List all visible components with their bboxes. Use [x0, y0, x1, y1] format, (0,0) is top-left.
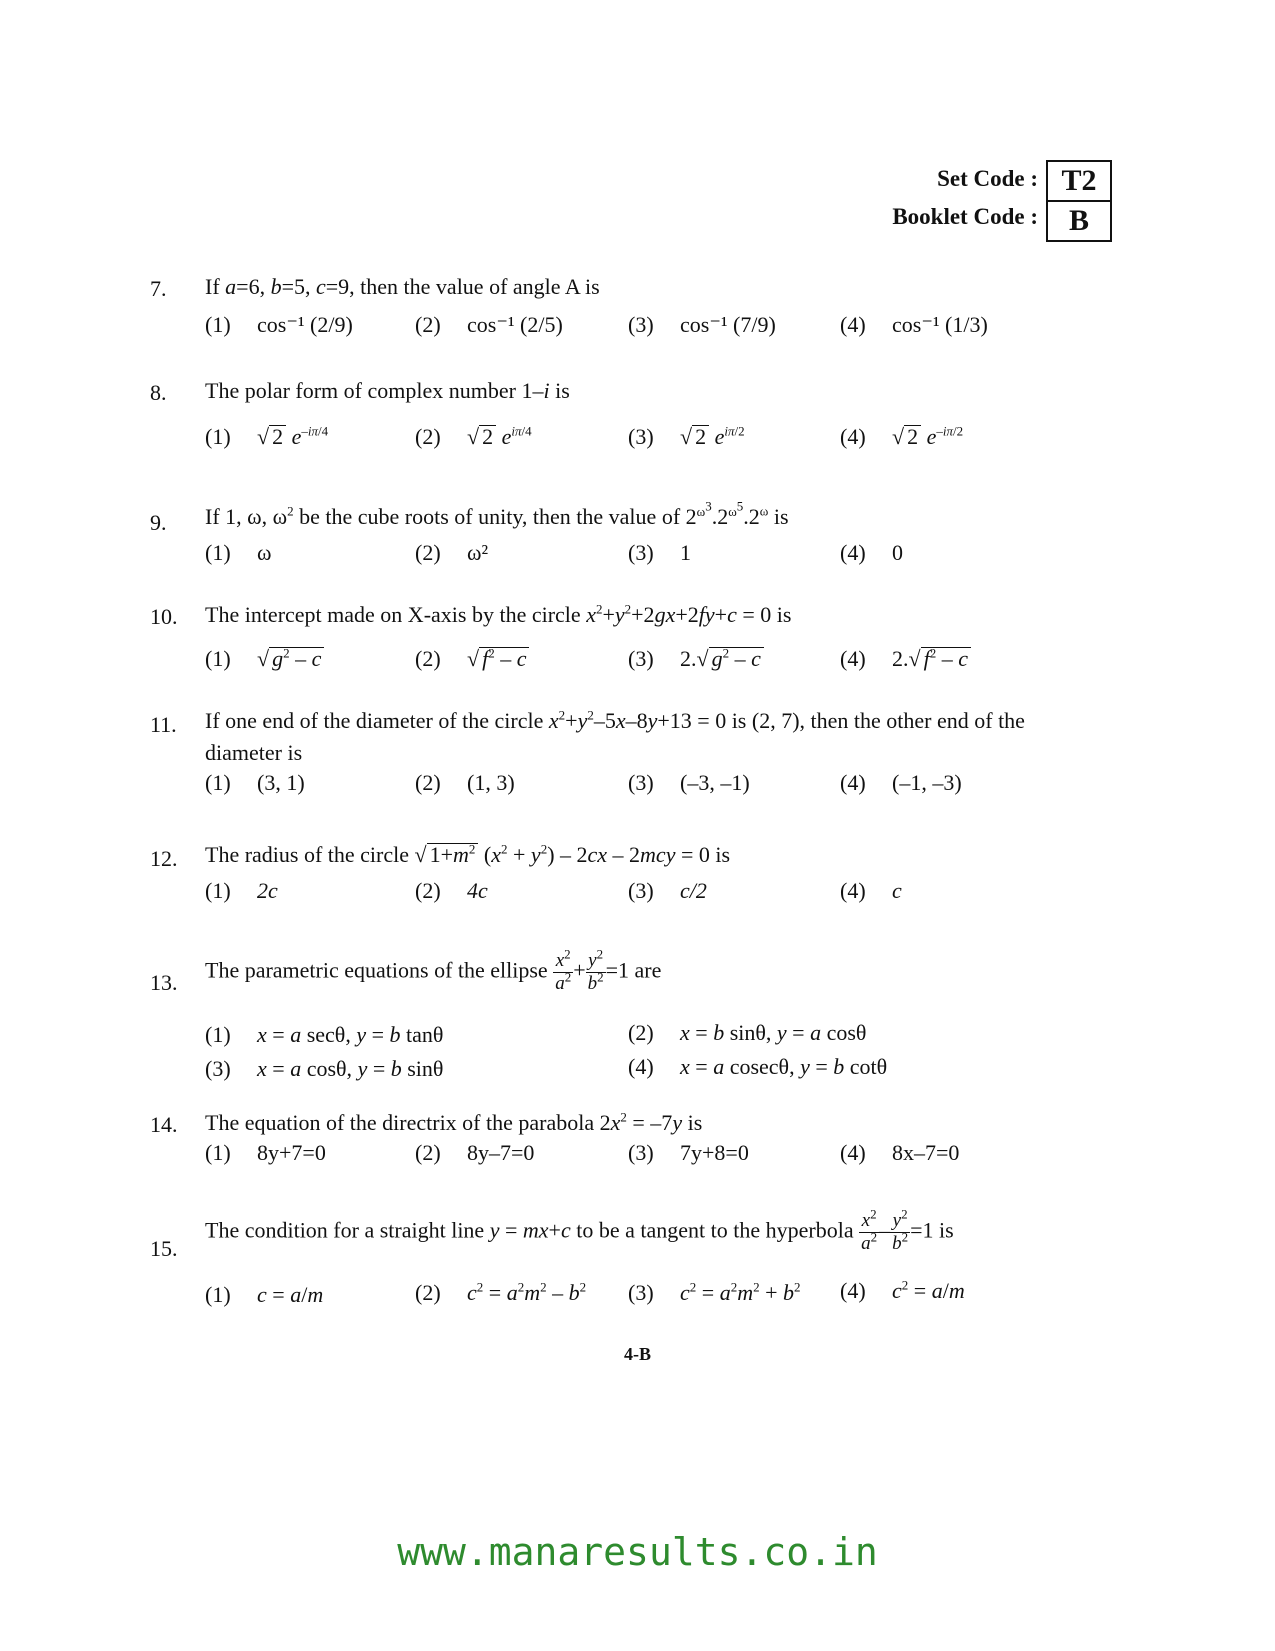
question-text: The condition for a straight line y = mx+c to be a tangent to the hyperbola $\frac{x^2}{a^2}$ – $\frac{y^2}{b^2}$ =1 is: [205, 1206, 954, 1254]
option-1[interactable]: (1) √ 2 $e^{-i\pi/4}$: [205, 423, 329, 449]
question-text: The equation of the directrix of the parabola $2x^2 = -7y$ is: [205, 1109, 703, 1135]
option-4[interactable]: (4) 8x–7=0: [840, 1140, 960, 1165]
question-number: 12.: [150, 846, 178, 871]
option-1[interactable]: (1) x = a secθ, y = b tanθ: [205, 1022, 444, 1047]
option-3[interactable]: (3) √ 2 $e^{i\pi/2}$: [628, 423, 745, 449]
question-text: The radius of the circle √ $1+m^2$ $(x^2 + y^2) - 2cx - 2mcy = 0$ is: [205, 841, 731, 867]
question-number: 10.: [150, 604, 178, 629]
question-text: If a=6, b=5, c=9, then the value of angle A is: [205, 274, 600, 299]
option-3[interactable]: (3) 2.√ $g^2$ – c: [628, 646, 764, 672]
option-4[interactable]: (4) $c^2 = a/m$: [840, 1277, 965, 1303]
option-3[interactable]: (3) $c^2 = a^2m^2 + b^2$: [628, 1279, 801, 1305]
option-1[interactable]: (1) 2c: [205, 878, 278, 903]
option-1[interactable]: (1) cos⁻¹ (2/9): [205, 312, 353, 337]
question-number: 7.: [150, 276, 167, 301]
question-text: If 1, ω, $\omega^2$ be the cube roots of unity, then the value of $2^{\omega^3}.2^{\omega^5}.2^\omega$ is: [205, 498, 789, 529]
question-text-continued: diameter is: [205, 740, 303, 765]
option-2[interactable]: (2) ω²: [415, 540, 489, 565]
page-number: 4-B: [624, 1344, 651, 1364]
option-1[interactable]: (1) ω: [205, 540, 272, 565]
option-2[interactable]: (2) cos⁻¹ (2/5): [415, 312, 563, 337]
option-4[interactable]: (4) c: [840, 878, 902, 903]
option-2[interactable]: (2) √ 2 $e^{i\pi/4}$: [415, 423, 532, 449]
option-2[interactable]: (2) 4c: [415, 878, 488, 903]
option-3[interactable]: (3) 1: [628, 540, 691, 565]
booklet-code-box: B: [1046, 200, 1112, 242]
option-3[interactable]: (3) (–3, –1): [628, 770, 750, 795]
option-3[interactable]: (3) cos⁻¹ (7/9): [628, 312, 776, 337]
booklet-code-label: Booklet Code :: [892, 204, 1038, 229]
option-3[interactable]: (3) 7y+8=0: [628, 1140, 749, 1165]
question-number: 8.: [150, 380, 167, 405]
question-number: 15.: [150, 1236, 178, 1261]
option-1[interactable]: (1) (3, 1): [205, 770, 305, 795]
option-1[interactable]: (1) 8y+7=0: [205, 1140, 326, 1165]
set-code-box: T2: [1046, 160, 1112, 202]
option-2[interactable]: (2) 8y–7=0: [415, 1140, 535, 1165]
question-number: 9.: [150, 510, 167, 535]
set-code-label: Set Code :: [937, 166, 1038, 191]
option-2[interactable]: (2) $c^2 = a^2m^2 - b^2$: [415, 1279, 587, 1305]
option-3[interactable]: (3) x = a cosθ, y = b sinθ: [205, 1056, 444, 1081]
option-2[interactable]: (2) (1, 3): [415, 770, 515, 795]
option-4[interactable]: (4) 0: [840, 540, 903, 565]
question-text: The polar form of complex number 1–i is: [205, 378, 570, 403]
question-text: If one end of the diameter of the circle $x^2+y^2-5x-8y+13 = 0$ is (2, 7), then the other end of the: [205, 707, 1025, 733]
option-1[interactable]: (1) √ $g^2$ – c: [205, 646, 324, 672]
option-4[interactable]: (4) x = a cosecθ, y = b cotθ: [628, 1054, 888, 1079]
option-3[interactable]: (3) c/2: [628, 878, 707, 903]
website-watermark[interactable]: www.manaresults.co.in: [397, 1530, 878, 1574]
option-4[interactable]: (4) 2.√ $f^2$ – c: [840, 646, 971, 672]
option-4[interactable]: (4) (–1, –3): [840, 770, 962, 795]
question-number: 11.: [150, 712, 177, 737]
question-text: The parametric equations of the ellipse $\frac{x^2}{a^2}$ + $\frac{y^2}{b^2}$ =1 are: [205, 946, 662, 994]
option-4[interactable]: (4) √ 2 $e^{-i\pi/2}$: [840, 423, 964, 449]
question-number: 14.: [150, 1112, 178, 1137]
option-4[interactable]: (4) cos⁻¹ (1/3): [840, 312, 988, 337]
option-2[interactable]: (2) √ $f^2$ – c: [415, 646, 529, 672]
question-text: The intercept made on X-axis by the circle $x^2+y^2+2gx+2fy+c = 0$ is: [205, 601, 792, 627]
option-2[interactable]: (2) x = b sinθ, y = a cosθ: [628, 1020, 867, 1045]
option-1[interactable]: (1) c = a/m: [205, 1282, 324, 1307]
question-number: 13.: [150, 970, 178, 995]
